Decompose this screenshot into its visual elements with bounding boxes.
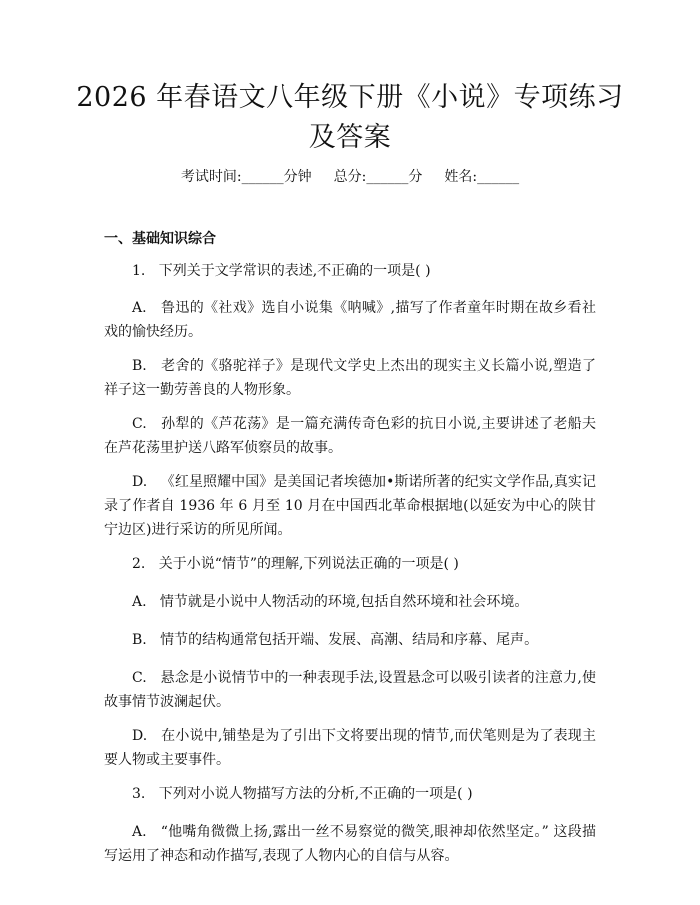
question-1-stem [104,259,596,283]
question-text: 关于小说“情节”的理解,下列说法正确的一项是( ) [158,556,459,572]
option-letter: B. [132,632,147,648]
option-letter: B. [132,358,147,374]
question-2-stem [104,552,596,576]
document-title [70,78,630,158]
option-text: 情节的结构通常包括开端、发展、高潮、结局和序幕、尾声。 [160,632,539,648]
question-3-option-a [104,820,596,868]
option-letter: D. [132,728,148,744]
option-text: 情节就是小说中人物活动的环境,包括自然环境和社会环境。 [159,594,529,610]
question-number: 3. [132,786,146,802]
option-letter: C. [132,416,147,432]
option-letter: A. [132,594,147,610]
question-3-stem [104,782,596,806]
title-line-1: 2026 年春语文八年级下册《小说》专项练习 [76,82,624,113]
option-text: “他嘴角微微上扬,露出一丝不易察觉的微笑,眼神却依然坚定。” 这段描写运用了神态和动作描写,表现了人物内心的自信与从容。 [104,824,596,864]
option-text: 在小说中,铺垫是为了引出下文将要出现的情节,而伏笔则是为了表现主要人物或主要事件。 [104,728,596,768]
option-text: 悬念是小说情节中的一种表现手法,设置悬念可以吸引读者的注意力,使故事情节波澜起伏。 [104,670,596,710]
question-2-option-a [104,590,596,614]
question-1-option-b [104,354,596,402]
option-text: 鲁迅的《社戏》选自小说集《呐喊》,描写了作者童年时期在故乡看社戏的愉快经历。 [104,300,597,340]
option-letter: D. [132,474,148,490]
name-label: 姓名: [444,169,478,185]
question-2-option-d [104,724,596,772]
total-score-blank: ______ [366,169,409,185]
total-score-label: 总分: [333,169,367,185]
question-1-option-d [104,470,596,542]
exam-info-line [0,166,700,188]
question-2-option-b [104,628,596,652]
title-line-2: 及答案 [308,122,392,153]
question-text: 下列关于文学常识的表述,不正确的一项是( ) [158,263,431,279]
name-blank: ______ [477,169,520,185]
question-number: 1. [132,263,146,279]
question-1-option-a [104,296,596,344]
option-letter: C. [132,670,147,686]
option-letter: A. [132,824,147,840]
section-heading: 一、基础知识综合 [104,231,216,247]
question-1-option-c [104,412,596,460]
exam-time-blank: ______ [241,169,284,185]
exam-time-label: 考试时间: [180,169,242,185]
option-text: 孙犁的《芦花荡》是一篇充满传奇色彩的抗日小说,主要讲述了老船夫在芦花荡里护送八路军侦察员的故事。 [104,416,596,456]
option-text: 《红星照耀中国》是美国记者埃德加•斯诺所著的纪实文学作品,真实记录了作者自 1936 年 6 月至 10 月在中国西北革命根据地(以延安为中心的陕甘宁边区)进行采访的所见所闻。 [104,474,596,538]
question-2-option-c [104,666,596,714]
exam-time-unit: 分钟 [283,169,312,185]
option-text: 老舍的《骆驼祥子》是现代文学史上杰出的现实主义长篇小说,塑造了祥子这一勤劳善良的人物形象。 [104,358,596,398]
question-text: 下列对小说人物描写方法的分析,不正确的一项是( ) [158,786,473,802]
option-letter: A. [132,300,147,316]
question-number: 2. [132,556,146,572]
total-score-unit: 分 [408,169,423,185]
